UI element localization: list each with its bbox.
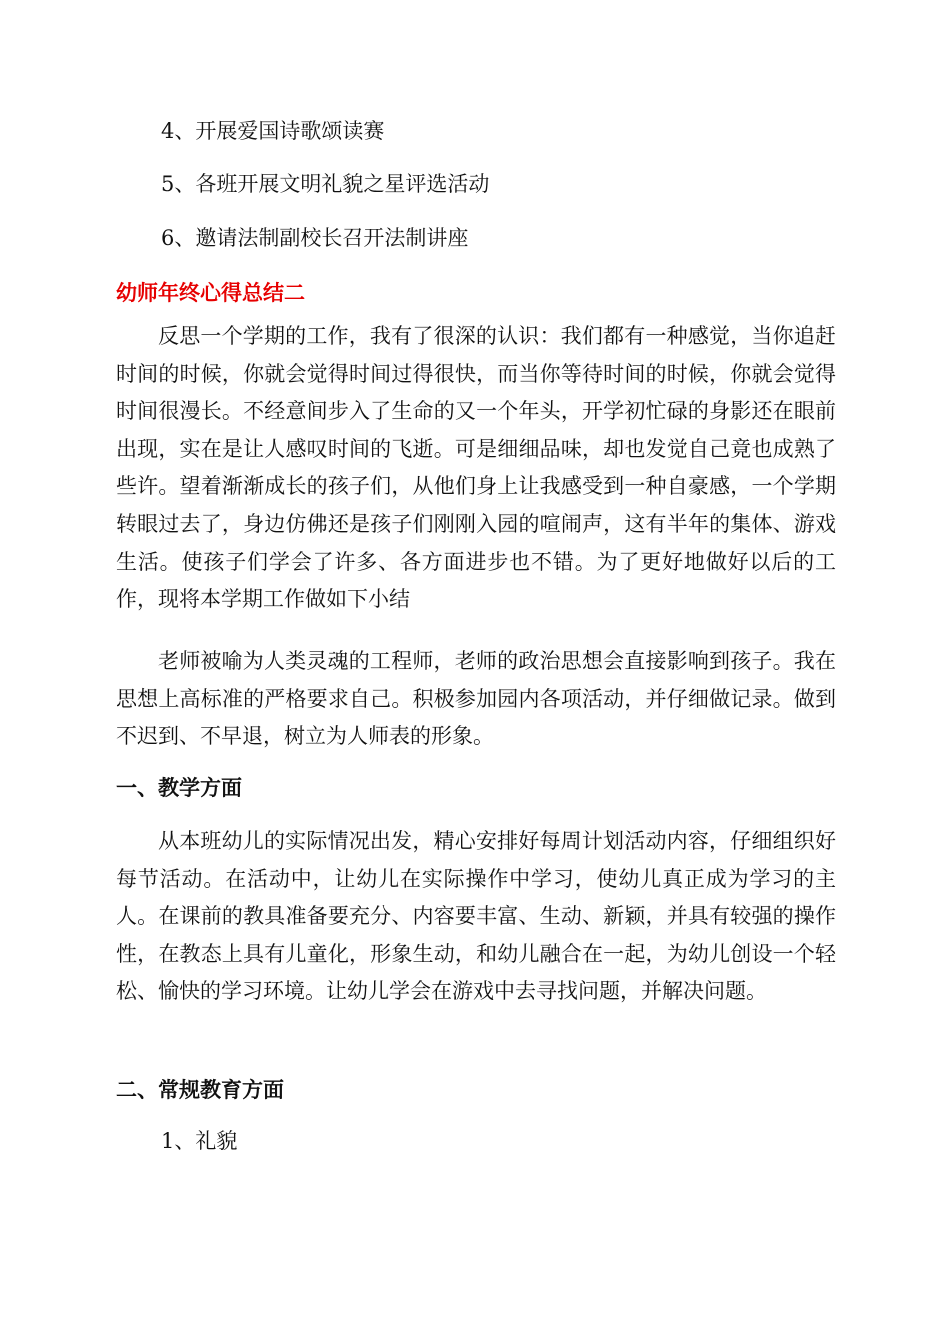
section-heading: 一、教学方面 bbox=[116, 776, 242, 800]
section-heading: 二、常规教育方面 bbox=[116, 1078, 284, 1102]
list-item: 5、各班开展文明礼貌之星评选活动 bbox=[161, 172, 490, 196]
paragraph: 老师被喻为人类灵魂的工程师，老师的政治思想会直接影响到孩子。我在思想上高标准的严格要求自己。积极参加园内各项活动，并仔细做记录。做到不迟到、不早退，树立为人师表的形象。 bbox=[116, 649, 836, 749]
list-item: 4、开展爱国诗歌颂读赛 bbox=[161, 119, 385, 143]
list-item: 1、礼貌 bbox=[161, 1129, 238, 1153]
paragraph: 从本班幼儿的实际情况出发，精心安排好每周计划活动内容，仔细组织好每节活动。在活动中，让幼儿在实际操作中学习，使幼儿真正成为学习的主人。在课前的教具准备要充分、内容要丰富、生动、新颖，并具有较强的操作性，在教态上具有儿童化，形象生动，和幼儿融合在一起，为幼儿创设一个轻松、愉快的学习环境。让幼儿学会在游戏中去寻找问题，并解决问题。 bbox=[116, 829, 836, 1004]
list-item: 6、邀请法制副校长召开法制讲座 bbox=[161, 226, 469, 250]
section-title: 幼师年终心得总结二 bbox=[116, 281, 305, 305]
paragraph: 反思一个学期的工作，我有了很深的认识：我们都有一种感觉，当你追赶时间的时候，你就会觉得时间过得很快，而当你等待时间的时候，你就会觉得时间很漫长。不经意间步入了生命的又一个年头，开学初忙碌的身影还在眼前出现，实在是让人感叹时间的飞逝。可是细细品味，却也发觉自己竟也成熟了些许。望着渐渐成长的孩子们，从他们身上让我感受到一种自豪感，一个学期转眼过去了，身边仿佛还是孩子们刚刚入园的喧闹声，这有半年的集体、游戏生活。使孩子们学会了许多、各方面进步也不错。为了更好地做好以后的工作，现将本学期工作做如下小结 bbox=[116, 324, 836, 612]
